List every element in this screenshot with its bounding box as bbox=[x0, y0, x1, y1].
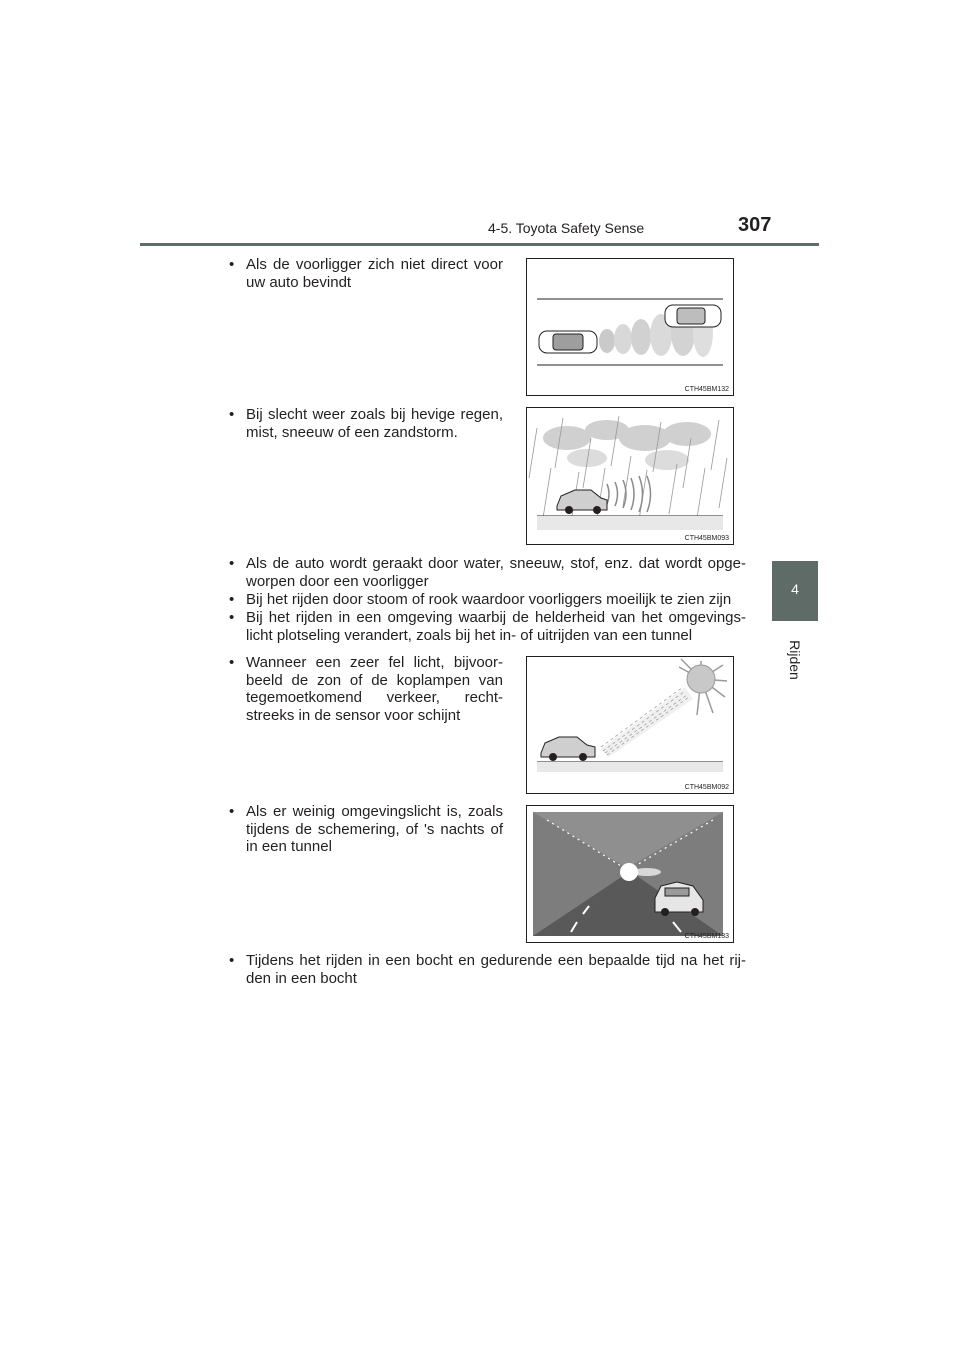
list-item-text: Als er weinig omgevingslicht is, zoals tijdens de schemering, of 's nachts of in een tunnel bbox=[246, 803, 503, 855]
figure-sun bbox=[526, 656, 734, 794]
page-number: 307 bbox=[738, 214, 772, 236]
list-item-text: Bij het rijden door stoom of rook waardoor voorliggers moeilijk te zien zijn bbox=[246, 591, 732, 608]
bullet-marker: • bbox=[229, 555, 235, 572]
bullet-marker: • bbox=[229, 803, 235, 820]
car-in-rain-illustration bbox=[527, 408, 733, 544]
bullet-marker: • bbox=[229, 256, 235, 273]
list-item-text: Tijdens het rijden in een bocht en gedurende een bepaalde tijd na het rij-den in een bocht bbox=[246, 952, 746, 987]
car-facing-sun-illustration bbox=[527, 657, 733, 793]
section-title: 4-5. Toyota Safety Sense bbox=[488, 220, 645, 236]
figure-vehicle-ahead bbox=[526, 258, 734, 396]
list-item bbox=[229, 406, 503, 441]
list-item-text: Als de voorligger zich niet direct voor uw auto bevindt bbox=[246, 256, 503, 291]
bullet-marker: • bbox=[229, 591, 235, 608]
figure-rain bbox=[526, 407, 734, 545]
list-item bbox=[229, 256, 503, 291]
figure-caption: CTH45BM092 bbox=[684, 784, 729, 791]
list-item bbox=[229, 952, 746, 987]
list-item-text: Bij slecht weer zoals bij hevige regen, mist, sneeuw of een zandstorm. bbox=[246, 406, 503, 441]
list-item bbox=[229, 803, 503, 856]
list-item bbox=[229, 654, 503, 724]
list-item bbox=[229, 609, 746, 644]
figure-tunnel bbox=[526, 805, 734, 943]
car-offset-vehicle-ahead-illustration bbox=[527, 259, 733, 395]
list-item-text: Bij het rijden in een omgeving waarbij de helderheid van het omgevings-licht plotseling verandert, zoals bij het in- of uitrijden van een tunnel bbox=[246, 609, 746, 644]
list-item bbox=[229, 591, 746, 609]
chapter-tab bbox=[772, 561, 818, 621]
figure-caption: CTH45BM133 bbox=[684, 933, 729, 940]
bullet-marker: • bbox=[229, 609, 235, 626]
chapter-label: Rijden bbox=[787, 640, 803, 680]
figure-caption: CTH45BM093 bbox=[684, 535, 729, 542]
car-in-tunnel-illustration bbox=[527, 806, 733, 942]
bullet-marker: • bbox=[229, 654, 235, 671]
header-divider bbox=[140, 243, 819, 246]
bullet-marker: • bbox=[229, 952, 235, 969]
list-item-text: Als de auto wordt geraakt door water, sneeuw, stof, enz. dat wordt opge-worpen door een voorligger bbox=[246, 555, 746, 590]
bullet-marker: • bbox=[229, 406, 235, 423]
list-item bbox=[229, 555, 746, 590]
chapter-number: 4 bbox=[791, 581, 799, 597]
list-item-text: Wanneer een zeer fel licht, bijvoor-beeld de zon of de koplampen van tegemoetkomend verkeer, recht-streeks in de sensor voor schijnt bbox=[246, 654, 503, 724]
figure-caption: CTH45BM132 bbox=[684, 386, 729, 393]
